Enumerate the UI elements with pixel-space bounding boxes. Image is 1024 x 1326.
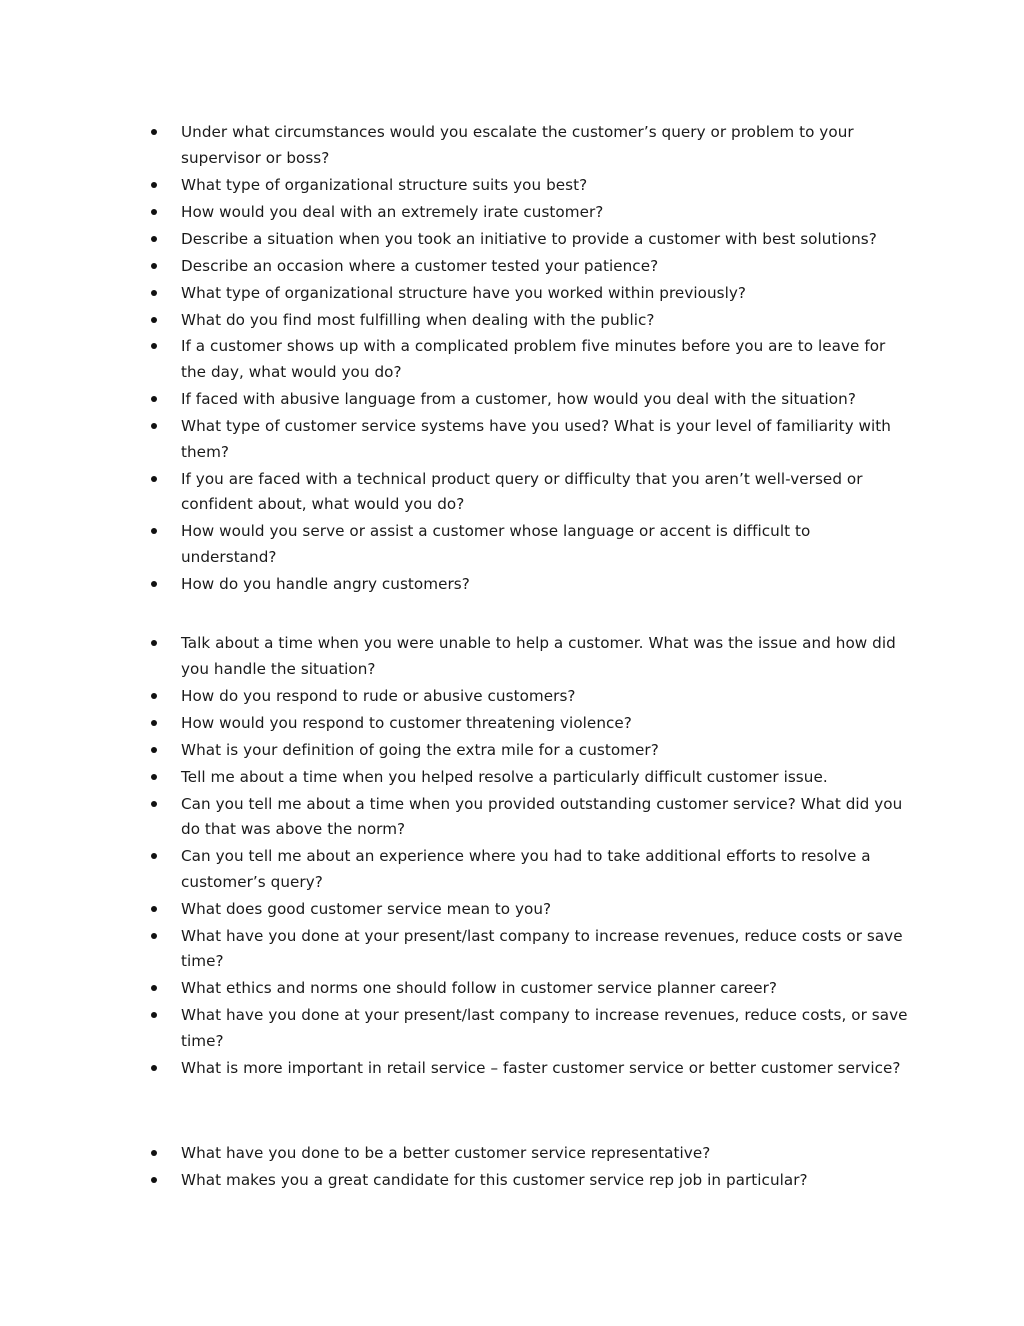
bullet-icon [151, 423, 157, 429]
bullet-icon [151, 343, 157, 349]
question-text: Under what circumstances would you escalate the customer’s query or problem to your supervisor or boss? [181, 123, 854, 167]
bullet-icon [151, 581, 157, 587]
bullet-icon [151, 853, 157, 859]
question-text: How would you deal with an extremely irate customer? [181, 202, 604, 221]
list-item [150, 200, 910, 226]
question-list-2 [150, 631, 910, 1083]
bullet-icon [151, 317, 157, 323]
bullet-icon [151, 906, 157, 912]
bullet-icon [151, 747, 157, 753]
question-text: What makes you a great candidate for this customer service rep job in particular? [181, 1170, 808, 1189]
list-item [150, 467, 910, 518]
question-text: What ethics and norms one should follow in customer service planner career? [181, 979, 778, 998]
question-text: What have you done at your present/last company to increase revenues, reduce costs, or save time? [181, 1006, 908, 1050]
bullet-icon [151, 182, 157, 188]
list-item [150, 1168, 910, 1194]
bullet-icon [151, 720, 157, 726]
bullet-icon [151, 985, 157, 991]
bullet-icon [151, 1150, 157, 1156]
bullet-icon [151, 774, 157, 780]
list-item [150, 519, 910, 570]
list-item [150, 334, 910, 385]
list-item [150, 711, 910, 737]
list-item [150, 227, 910, 253]
bullet-icon [151, 396, 157, 402]
question-text: Talk about a time when you were unable to help a customer. What was the issue and how did you handle the situation? [181, 634, 896, 678]
list-item [150, 173, 910, 199]
list-item [150, 765, 910, 791]
question-text: What is your definition of going the extra mile for a customer? [181, 740, 659, 759]
question-text: What do you find most fulfilling when dealing with the public? [181, 310, 655, 329]
list-item [150, 1003, 910, 1054]
question-text: What have you done to be a better customer service representative? [181, 1144, 711, 1162]
list-item [150, 738, 910, 764]
bullet-icon [151, 801, 157, 807]
bullet-icon [151, 933, 157, 939]
question-list-1 [150, 120, 910, 599]
bullet-icon [151, 476, 157, 482]
question-text: What is more important in retail service – faster customer service or better customer service? [181, 1058, 901, 1077]
list-item [150, 1056, 910, 1082]
question-list-3 [150, 1141, 910, 1195]
bullet-icon [151, 236, 157, 242]
question-text: How would you serve or assist a customer whose language or accent is difficult to understand? [181, 522, 811, 566]
list-item [150, 414, 910, 465]
bullet-icon [151, 640, 157, 646]
list-item [150, 897, 910, 923]
list-item [150, 1141, 910, 1167]
bullet-icon [151, 1177, 157, 1183]
bullet-icon [151, 1065, 157, 1071]
list-item [150, 844, 910, 895]
bullet-icon [151, 290, 157, 296]
bullet-icon [151, 129, 157, 135]
question-text: If you are faced with a technical product query or difficulty that you aren’t well-versed or confident about, what would you do? [181, 469, 863, 514]
question-text: What type of organizational structure have you worked within previously? [181, 283, 747, 302]
question-text: Describe an occasion where a customer tested your patience? [181, 256, 659, 275]
list-item [150, 387, 910, 413]
question-text: If a customer shows up with a complicated problem five minutes before you are to leave for the day, what would you do? [181, 337, 886, 382]
question-text: What have you done at your present/last company to increase revenues, reduce costs or save time? [181, 926, 903, 971]
question-text: Can you tell me about a time when you provided outstanding customer service? What did you do that was above the norm? [181, 794, 903, 839]
question-text: Tell me about a time when you helped resolve a particularly difficult customer issue. [181, 767, 828, 786]
list-item [150, 120, 910, 171]
question-text: If faced with abusive language from a customer, how would you deal with the situation? [181, 390, 856, 409]
list-item [150, 281, 910, 307]
question-text: What does good customer service mean to you? [181, 899, 552, 918]
bullet-icon [151, 209, 157, 215]
list-item [150, 308, 910, 334]
question-text: How do you handle angry customers? [181, 574, 470, 593]
bullet-icon [151, 1012, 157, 1018]
bullet-icon [151, 528, 157, 534]
list-item [150, 924, 910, 975]
list-item [150, 976, 910, 1002]
list-item [150, 572, 910, 598]
question-text: How would you respond to customer threatening violence? [181, 713, 632, 732]
bullet-icon [151, 263, 157, 269]
question-text: How do you respond to rude or abusive customers? [181, 686, 576, 705]
question-text: Can you tell me about an experience where you had to take additional efforts to resolve a customer’s query? [181, 847, 871, 891]
list-item [150, 631, 910, 682]
list-item [150, 792, 910, 843]
question-text: Describe a situation when you took an initiative to provide a customer with best solutions? [181, 229, 877, 248]
bullet-icon [151, 693, 157, 699]
list-item [150, 254, 910, 280]
list-item [150, 684, 910, 710]
question-text: What type of organizational structure suits you best? [181, 175, 588, 194]
question-text: What type of customer service systems have you used? What is your level of familiarity with them? [181, 417, 891, 461]
